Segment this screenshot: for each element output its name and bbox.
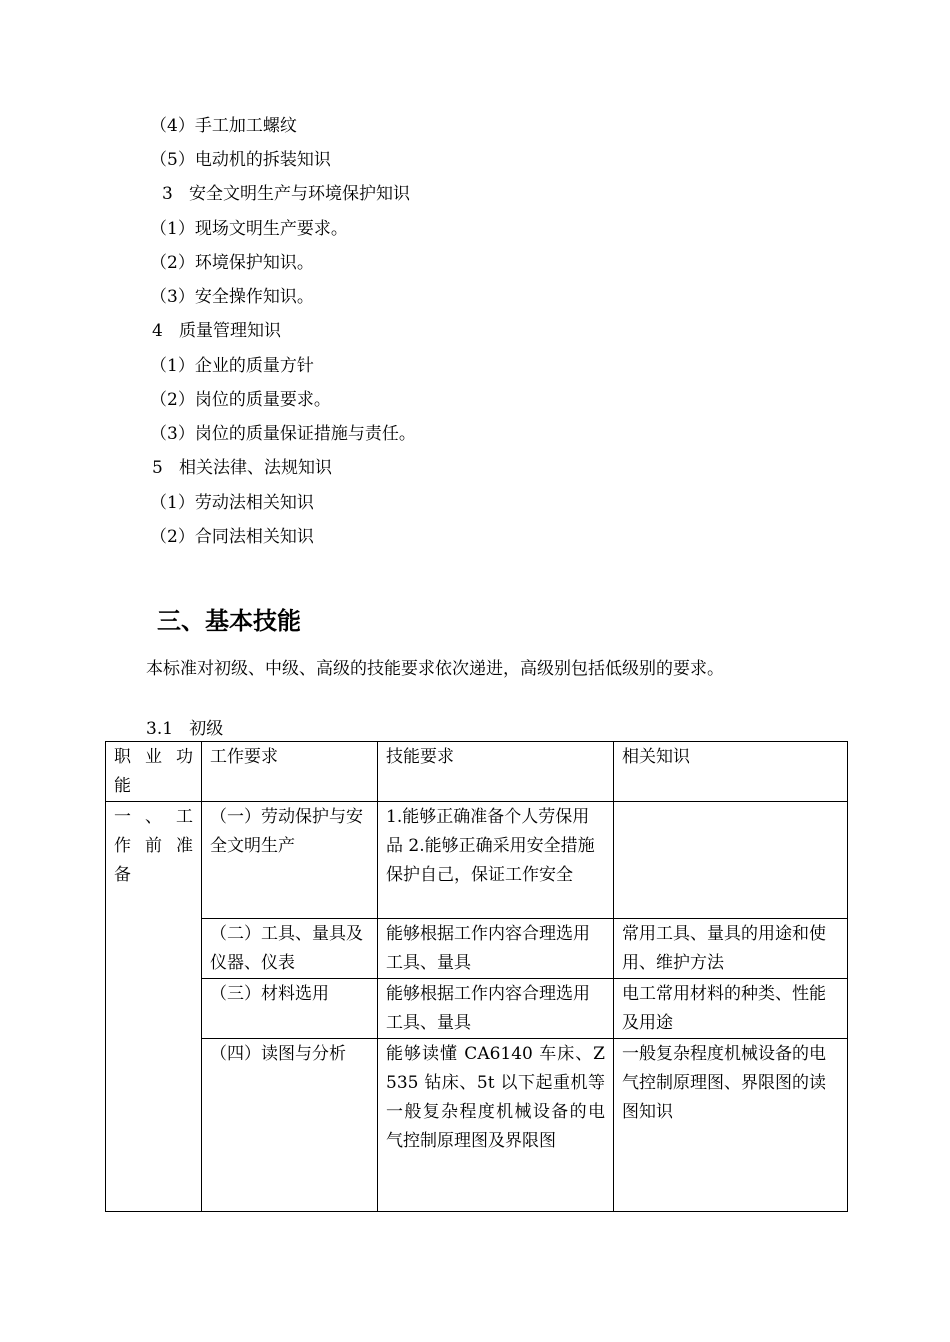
header-skill: 技能要求 [378,742,614,802]
knowledge-cell [614,802,848,919]
outline-item: （1）现场文明生产要求。 [150,219,348,239]
knowledge-cell: 一般复杂程度机械设备的电气控制原理图、界限图的读图知识 [614,1039,848,1212]
outline-item: （2）岗位的质量要求。 [150,390,331,410]
knowledge-cell: 电工常用材料的种类、性能及用途 [614,979,848,1039]
skill-cell: 能够根据工作内容合理选用工具、量具 [378,919,614,979]
table-row [106,919,848,979]
skill-cell: 1.能够正确准备个人劳保用品 2.能够正确采用安全措施保护自己，保证工作安全 [378,802,614,919]
table-caption: 3.1 初级 [146,719,224,739]
outline-item: （3）岗位的质量保证措施与责任。 [150,424,416,444]
section-heading: 三、基本技能 [157,607,301,635]
outline-item: （3）安全操作知识。 [150,287,314,307]
skill-cell: 能够根据工作内容合理选用工具、量具 [378,979,614,1039]
skill-cell: 能够读懂 CA6140 车床、Z535 钻床、5t 以下起重机等一般复杂程度机械设备的电气控制原理图及界限图 [378,1039,614,1212]
outline-item: （1）劳动法相关知识 [150,493,314,513]
header-knowledge: 相关知识 [614,742,848,802]
knowledge-cell: 常用工具、量具的用途和使用、维护方法 [614,919,848,979]
table-row [106,802,848,919]
outline-item: （2）环境保护知识。 [150,253,314,273]
outline-item: （4）手工加工螺纹 [150,116,297,136]
outline-item: （2）合同法相关知识 [150,527,314,547]
table-row [106,979,848,1039]
outline-item: 5 相关法律、法规知识 [152,458,333,478]
outline-item: （5）电动机的拆装知识 [150,150,331,170]
header-work: 工作要求 [202,742,378,802]
table-header-row [106,742,848,802]
table-row [106,1039,848,1212]
work-cell: （三）材料选用 [202,979,378,1039]
work-cell: （一）劳动保护与安全文明生产 [202,802,378,919]
work-cell: （二）工具、量具及仪器、仪表 [202,919,378,979]
header-function: 职 业 功 能 [106,742,202,802]
outline-item: （1）企业的质量方针 [150,356,314,376]
work-cell: （四）读图与分析 [202,1039,378,1212]
section-intro: 本标准对初级、中级、高级的技能要求依次递进，高级别包括低级别的要求。 [146,659,724,679]
function-cell: 一 、 工 作 前 准 备 [106,802,202,1212]
skills-table [105,741,848,1212]
outline-item: 4 质量管理知识 [152,321,282,341]
outline-item: 3 安全文明生产与环境保护知识 [162,184,411,204]
